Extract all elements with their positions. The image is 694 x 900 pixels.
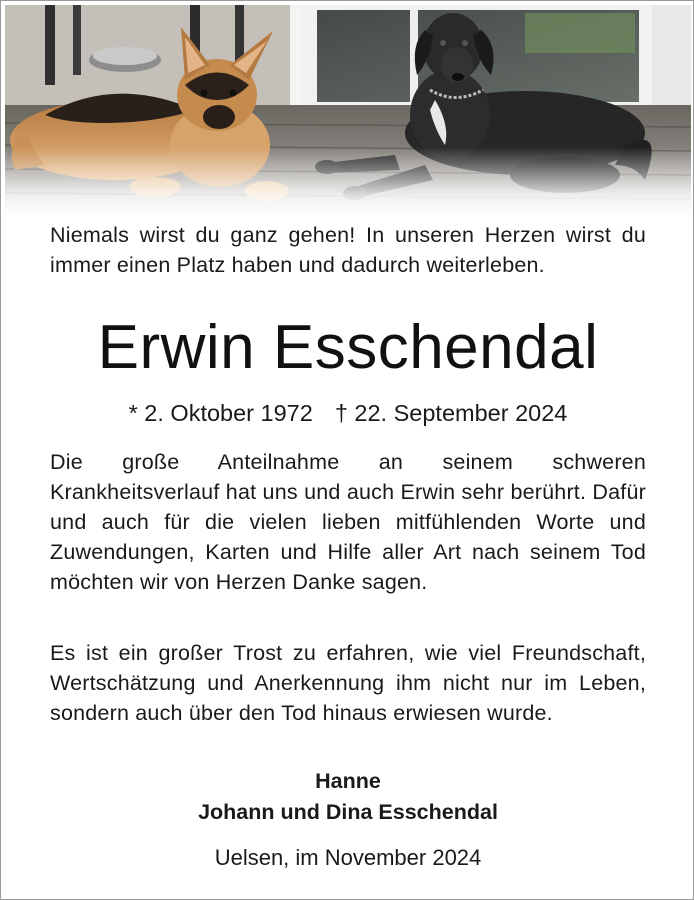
signature-line: Hanne (315, 769, 381, 793)
intro-text: Niemals wirst du ganz gehen! In unseren Herzen wirst du immer einen Platz haben und dadurch weiterleben. (50, 223, 646, 277)
death-date: † 22. September 2024 (334, 400, 568, 426)
photo-fade-overlay (5, 147, 691, 217)
place-and-date: Uelsen, im November 2024 (214, 845, 482, 870)
comfort-paragraph: Es ist ein großer Trost zu erfahren, wie viel Freundschaft, Wertschätzung und Anerkennung ihm nicht nur im Leben, sondern auch über den Tod hinaus erwiesen wurde. (50, 641, 646, 725)
two-dogs-photo (5, 5, 691, 217)
signature-line: Johann und Dina Esschendal (198, 800, 498, 824)
thanks-paragraph: Die große Anteilnahme an seinem schweren Krankheitsverlauf hat uns und auch Erwin sehr berührt. Dafür und auch für die vielen lieben mitfühlenden Worte und Zuwendungen, Karten und Hilfe aller Art nach seinem Tod möchten wir von Herzen Danke sagen. (50, 450, 646, 594)
birth-date: * 2. Oktober 1972 (128, 400, 313, 426)
life-dates (1, 397, 694, 429)
deceased-name: Erwin Esschendal (97, 313, 599, 382)
